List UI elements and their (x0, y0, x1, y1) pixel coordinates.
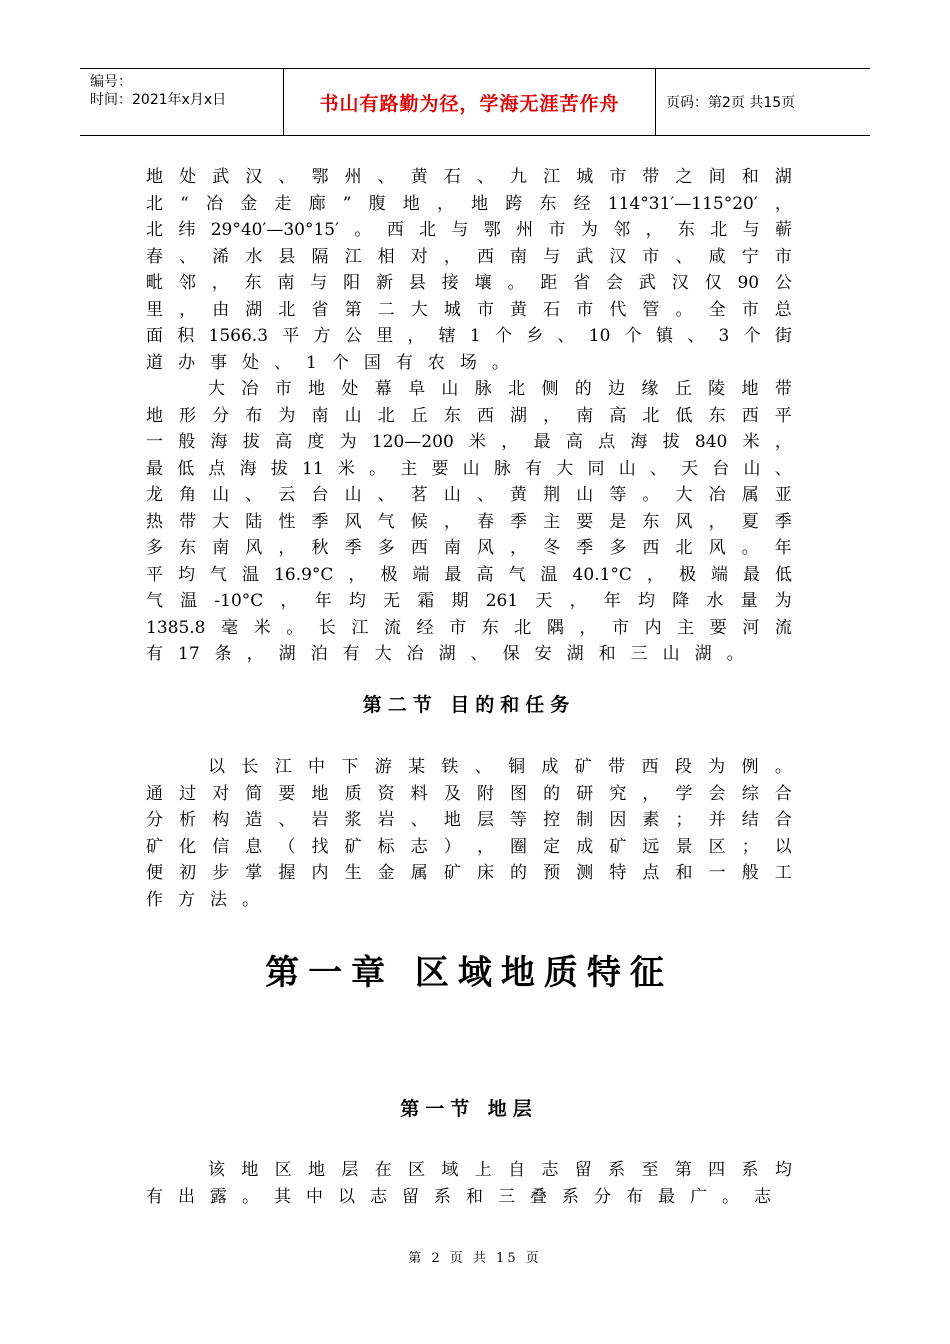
page-footer: 第 2 页 共 15 页 (408, 1251, 542, 1266)
text-line: 地 形 分 布 为 南 山 北 丘 东 西 湖 ， 南 高 北 低 东 西 平 (146, 405, 792, 426)
text-line: 气 温 -10°C ， 年 均 无 霜 期 261 天 ， 年 均 降 水 量 为 (146, 591, 792, 611)
text-line: 1385.8 毫 米 。 长 江 流 经 市 东 北 隅 ， 市 内 主 要 河 流 (146, 617, 792, 638)
text-line: 该 地 区 地 层 在 区 域 上 自 志 留 系 至 第 四 系 均 (208, 1160, 792, 1180)
text-line: 作 方 法 。 (146, 889, 259, 910)
text-line: 多 东 南 风 ， 秋 季 多 西 南 风 ， 冬 季 多 西 北 风 。 年 (146, 538, 792, 558)
doc-number-label: 编号： (90, 74, 132, 90)
section-title-strata: 第一节 地层 (400, 1098, 538, 1120)
text-line: 春 、 浠 水 县 隔 江 相 对 ， 西 南 与 武 汉 市 、 咸 宁 市 (146, 246, 792, 267)
text-line: 有 出 露 。 其 中 以 志 留 系 和 三 叠 系 分 布 最 广 。 志 (146, 1186, 771, 1207)
text-line: 里 ， 由 湖 北 省 第 二 大 城 市 黄 石 市 代 管 。 全 市 总 (146, 299, 792, 320)
text-line: 大 冶 市 地 处 幕 阜 山 脉 北 侧 的 边 缘 丘 陵 地 带 (208, 379, 792, 399)
text-line: 矿 化 信 息 （ 找 矿 标 志 ） ， 圈 定 成 矿 远 景 区 ； 以 (146, 836, 792, 857)
section-title-purpose: 第二节 目的和任务 (362, 694, 576, 716)
text-line: 以 长 江 中 下 游 某 铁 、 铜 成 矿 带 西 段 为 例 。 (208, 757, 792, 777)
header-motto: 书山有路勤为径，学海无涯苦作舟 (283, 69, 656, 135)
text-line: 北 纬 29°40′—30°15′ 。 西 北 与 鄂 州 市 为 邻 ， 东 北 与 蕲 (146, 220, 792, 240)
text-line: 通 过 对 简 要 地 质 资 料 及 附 图 的 研 究 ， 学 会 综 合 (146, 783, 792, 804)
text-line: 龙 角 山 、 云 台 山 、 茗 山 、 黄 荆 山 等 。 大 冶 属 亚 (146, 485, 792, 505)
doc-date-label: 时间：2021年x月x日 (90, 92, 227, 108)
text-line: 北 “ 冶 金 走 廊 ” 腹 地 ， 地 跨 东 经 114°31′—115°20′ ， (146, 193, 792, 214)
header-table (80, 68, 870, 136)
text-line: 一 般 海 拔 高 度 为 120—200 米 ， 最 高 点 海 拔 840 米 ， (146, 432, 792, 452)
header-meta (80, 69, 283, 135)
text-line: 便 初 步 掌 握 内 生 金 属 矿 床 的 预 测 特 点 和 一 般 工 (146, 863, 792, 883)
chapter-title: 第一章 区域地质特征 (265, 953, 673, 993)
text-line: 平 均 气 温 16.9°C ， 极 端 最 高 气 温 40.1°C ， 极 端 最 低 (146, 564, 792, 585)
text-line: 道 办 事 处 、 1 个 国 有 农 场 。 (146, 352, 509, 373)
text-line: 毗 邻 ， 东 南 与 阳 新 县 接 壤 。 距 省 会 武 汉 仅 90 公 (146, 273, 792, 293)
header-page-label: 页码：第2页 共15页 (666, 95, 796, 111)
text-line: 最 低 点 海 拔 11 米 。 主 要 山 脉 有 大 同 山 、 天 台 山 、 (146, 458, 792, 479)
text-line: 面 积 1566.3 平 方 公 里 ， 辖 1 个 乡 、 10 个 镇 、 3 个 街 (146, 326, 792, 346)
text-line: 有 17 条 ， 湖 泊 有 大 冶 湖 、 保 安 湖 和 三 山 湖 。 (146, 644, 744, 664)
text-line: 分 析 构 造 、 岩 浆 岩 、 地 层 等 控 制 因 素 ； 并 结 合 (146, 810, 792, 830)
text-line: 地 处 武 汉 、 鄂 州 、 黄 石 、 九 江 城 市 带 之 间 和 湖 (146, 167, 792, 187)
text-line: 热 带 大 陆 性 季 风 气 候 ， 春 季 主 要 是 东 风 ， 夏 季 (146, 511, 792, 532)
